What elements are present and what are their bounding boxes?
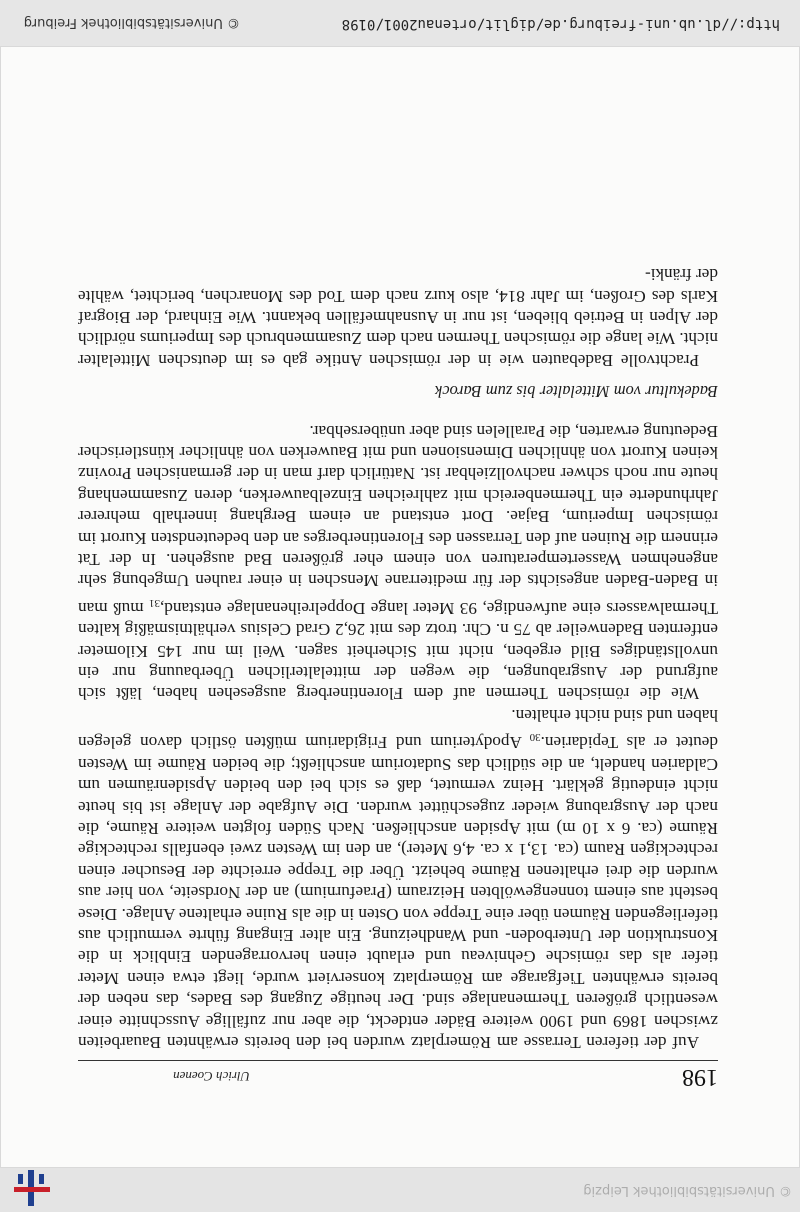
section-heading: Badekultur vom Mittelalter bis zum Barock [435, 382, 718, 402]
library-credit: © Universitätsbibliothek Freiburg [23, 15, 240, 30]
header-rule [78, 1060, 718, 1061]
body-text [78, 264, 718, 1053]
scanned-page [0, 46, 800, 1168]
footnote-marker[interactable]: 30 [529, 731, 541, 744]
running-head: Ulrich Coenen [173, 1069, 250, 1084]
url-bar [0, 0, 800, 46]
paragraph: Wie die römischen Thermen auf dem Florentinerberg ausgesehen haben, läßt sich aufgrund der Ausgrabungen, die wegen der mittelalterlichen Überbauung nur ein unvollständiges Bild ergeben, nicht mit Sicherheit sagen. Weil im nur 145 Kilometer entfernten Badenweiler ab 75 n. Chr. trotz des mit 26,2 Grad Celsius verhältnismäßig kalten Thermalwassers eine aufwendige, 93 Meter lange Doppelreihenanlage entstand,$^{31}$ muß man in Baden-Baden angesichts der für mediterrane Menschen in einer rauhen Umgebung sehr angenehmen Wassertemperaturen von einem eher größeren Bad ausgehen. In der Tat erinnern die Ruinen auf den Terrassen des Florentinerberges an den bedeutendsten Kurort im römischen Imperium, Bajae. Dort entstand an einem Berghang innerhalb mehrerer Jahrhunderte ein Thermenbereich mit zahlreichen Einzelbauwerken, deren Zusammenhang heute nur noch schwer nachvollziehbar ist. Natürlich darf man in der germanischen Provinz keinen Kurort von ähnlichen Dimensionen und mit Bauwerken von ähnlicher künstlerischer Bedeutung erwarten, die Parallelen sind aber unübersehbar. [78, 421, 718, 704]
footer-credit: © Universitätsbibliothek Leipzig [583, 1183, 792, 1198]
paragraph: Prachtvolle Badebauten wie in der römischen Antike gab es im deutschen Mittelalter nicht. Wie lange die römischen Thermen nach dem Zusammenbruch des Imperiums nördlich der Alpen in Betrieb blieben, ist nur in Ausnahmefällen bekannt. Wie Einhard, der Biograf Karls des Großen, im Jahr 814, also kurz nach dem Tod des Monarchen, berichtet, wählte der fränki- [78, 265, 718, 370]
footnote-marker[interactable]: 31 [148, 596, 160, 609]
page-url[interactable]: http://dl.ub.uni-freiburg.de/diglit/ortenau2001/0198 [341, 16, 780, 32]
library-logo-icon [14, 1170, 50, 1206]
page-number: 198 [682, 1064, 718, 1090]
scanner-footer-strip [0, 1168, 800, 1212]
paragraph: Auf der tieferen Terrasse am Römerplatz wurden bei den bereits erwähnten Bauarbeiten zwischen 1869 und 1900 weitere Bäder entdeckt, die aber nur zufällige Ausschnitte einer wesentlich größeren Thermenanlage sind. Der heutige Zugang des Bades, das neben der bereits erwähnten Tiefgarage am Römerplatz konserviert wurde, liegt etwa einen Meter tiefer als das römische Gehniveau und erlaubt einen hervorragenden Einblick in die Konstruktion der Unterboden- und Wandheizung. Ein alter Eingang führte vermutlich aus tieferliegenden Räumen über eine Treppe von Osten in die als Ruine erhaltene Anlage. Diese besteht aus einem tonnengewölbten Heizraum (Praefurnium) an der Nordseite, von hier aus wurden die drei erhaltenen Räume beheizt. Über die Treppe erreichte der Besucher einen rechteckigen Raum (ca. 13,1 x ca. 4,6 Meter), an den im Westen zwei ebenfalls rechteckige Räume (ca. 6 x 10 m) mit Apsiden anschließen. Nach Süden folgten weitere Räume, die nach der Ausgrabung wieder zugeschüttet wurden. Die Aufgabe der Anlage ist bis heute nicht eindeutig geklärt. Heinz vermutet, daß es sich bei den beiden Apsidenräumen um Caldarien handelt, an die südlich das Sudatorium anschließt; die beiden Räume im Westen deutet er als Tepidarien.$^{30}$ Apodyterium und Frigidarium müßten östlich davon gelegen haben und sind nicht erhalten. [78, 705, 718, 1052]
